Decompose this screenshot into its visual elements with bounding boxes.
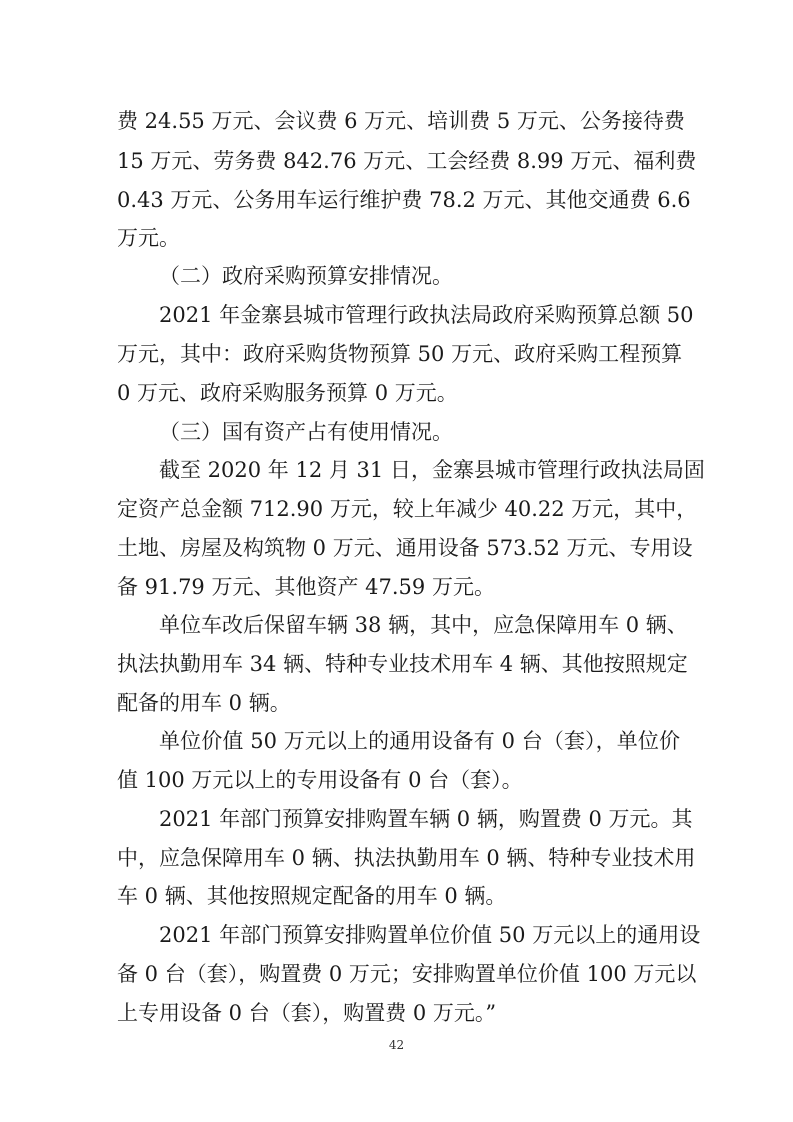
text-line: 执法执勤用车 34 辆、特种专业技术用车 4 辆、其他按照规定	[117, 652, 688, 676]
text-line: 万元。	[117, 226, 180, 250]
text-line: 2021 年部门预算安排购置车辆 0 辆，购置费 0 万元。其	[159, 807, 693, 831]
text-line: 备 0 台（套），购置费 0 万元；安排购置单位价值 100 万元以	[117, 962, 697, 986]
page-number: 42	[388, 1038, 405, 1052]
text-line: 配备的用车 0 辆。	[117, 691, 291, 715]
section-heading-procurement: （二）政府采购预算安排情况。	[159, 264, 453, 288]
text-line: 备 91.79 万元、其他资产 47.59 万元。	[117, 575, 495, 599]
text-line: 2021 年金寨县城市管理行政执法局政府采购预算总额 50	[159, 303, 694, 327]
text-line: 截至 2020 年 12 月 31 日，金寨县城市管理行政执法局固	[159, 458, 705, 482]
text-line: 车 0 辆、其他按照规定配备的用车 0 辆。	[117, 884, 507, 908]
text-line: 单位车改后保留车辆 38 辆，其中，应急保障用车 0 辆、	[159, 613, 688, 637]
text-line: 0 万元、政府采购服务预算 0 万元。	[117, 381, 458, 405]
text-line: 上专用设备 0 台（套），购置费 0 万元。”	[117, 1001, 497, 1025]
text-line: 2021 年部门预算安排购置单位价值 50 万元以上的通用设	[159, 923, 701, 947]
text-line: 15 万元、劳务费 842.76 万元、工会经费 8.99 万元、福利费	[117, 149, 697, 173]
section-heading-assets: （三）国有资产占有使用情况。	[159, 420, 453, 444]
text-line: 费 24.55 万元、会议费 6 万元、培训费 5 万元、公务接待费	[117, 109, 685, 133]
text-line: 0.43 万元、公务用车运行维护费 78.2 万元、其他交通费 6.6	[117, 188, 691, 212]
text-line: 土地、房屋及构筑物 0 万元、通用设备 573.52 万元、专用设	[117, 536, 693, 560]
text-line: 值 100 万元以上的专用设备有 0 台（套）。	[117, 768, 523, 792]
text-line: 单位价值 50 万元以上的通用设备有 0 台（套），单位价	[159, 729, 680, 753]
text-line: 定资产总金额 712.90 万元，较上年减少 40.22 万元，其中，	[117, 497, 698, 521]
text-line: 中，应急保障用车 0 辆、执法执勤用车 0 辆、特种专业技术用	[117, 846, 696, 870]
text-line: 万元，其中：政府采购货物预算 50 万元、政府采购工程预算	[117, 342, 683, 366]
